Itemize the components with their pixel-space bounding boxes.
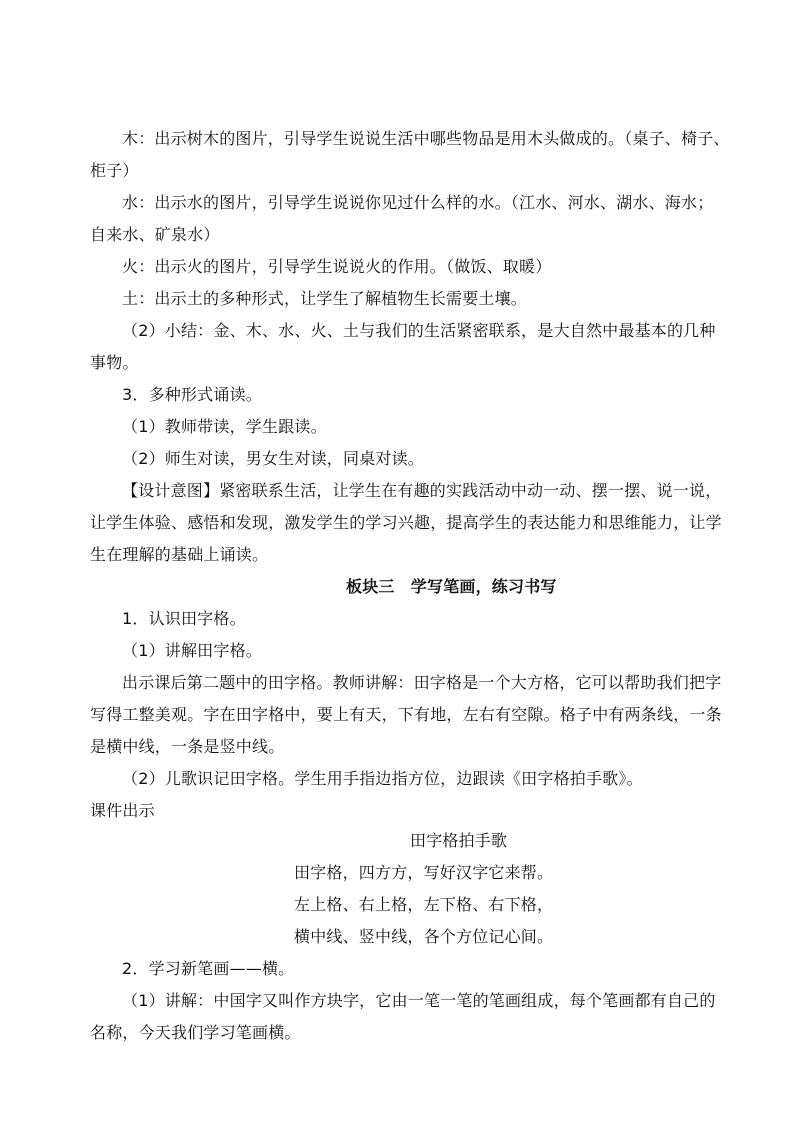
stroke-explain-line-1: （1）讲解：中国字又叫作方块字，它由一笔一笔的笔画组成，每个笔画都有自己的 <box>122 991 716 1010</box>
paragraph-summary: （2）小结：金、木、水、火、土与我们的生活紧密联系，是大自然中最基本的几种 <box>122 321 716 340</box>
recite-item-2: （2）师生对读，男女生对读，同桌对读。 <box>122 449 424 468</box>
paragraph-earth: 土：出示土的多种形式，让学生了解植物生长需要土壤。 <box>122 289 528 308</box>
paragraph-water-cont: 自来水、矿泉水） <box>90 225 220 244</box>
paragraph-summary-cont: 事物。 <box>90 353 139 372</box>
paragraph-fire: 火：出示火的图片，引导学生说说火的作用。（做饭、取暖） <box>122 257 552 276</box>
grid-explain-line-3: 是横中线，一条是竖中线。 <box>90 737 285 756</box>
step-recite-heading: 3．多种形式诵读。 <box>122 385 262 404</box>
grid-explain-line-1: 出示课后第二题中的田字格。教师讲解：田字格是一个大方格，它可以帮助我们把字 <box>122 673 722 692</box>
stroke-explain-line-2: 名称，今天我们学习笔画横。 <box>90 1023 301 1042</box>
song-title: 田字格拍手歌 <box>410 831 508 850</box>
courseware-label: 课件出示 <box>90 801 155 820</box>
recite-item-1: （1）教师带读，学生跟读。 <box>122 417 327 436</box>
grid-item-2: （2）儿歌识记田字格。学生用手指边指方位，边跟读《田字格拍手歌》。 <box>122 769 643 788</box>
section-heading: 板块三 学写笔画，练习书写 <box>346 577 557 596</box>
paragraph-water: 水：出示水的图片，引导学生说说你见过什么样的水。（江水、河水、湖水、海水； <box>122 193 714 212</box>
design-intent-line-3: 生在理解的基础上诵读。 <box>90 545 269 564</box>
design-intent-line-2: 让学生体验、感悟和发现，激发学生的学习兴趣，提高学生的表达能力和思维能力，让学 <box>90 513 722 532</box>
grid-item-1: （1）讲解田字格。 <box>122 641 262 660</box>
step-stroke-heading: 2．学习新笔画——横。 <box>122 959 295 978</box>
paragraph-wood-cont: 柜子） <box>90 161 139 180</box>
song-line-1: 田字格，四方方，写好汉字它来帮。 <box>294 863 554 882</box>
song-line-3: 横中线、竖中线，各个方位记心间。 <box>294 927 554 946</box>
song-line-2: 左上格、右上格，左下格、右下格， <box>294 895 554 914</box>
grid-explain-line-2: 写得工整美观。字在田字格中，要上有天，下有地，左右有空隙。格子中有两条线，一条 <box>90 705 722 724</box>
design-intent-line-1: 【设计意图】紧密联系生活，让学生在有趣的实践活动中动一动、摆一摆、说一说， <box>122 481 722 500</box>
paragraph-wood: 木：出示树木的图片，引导学生说说生活中哪些物品是用木头做成的。（桌子、椅子、 <box>122 129 730 148</box>
step-grid-heading: 1．认识田字格。 <box>122 609 246 628</box>
